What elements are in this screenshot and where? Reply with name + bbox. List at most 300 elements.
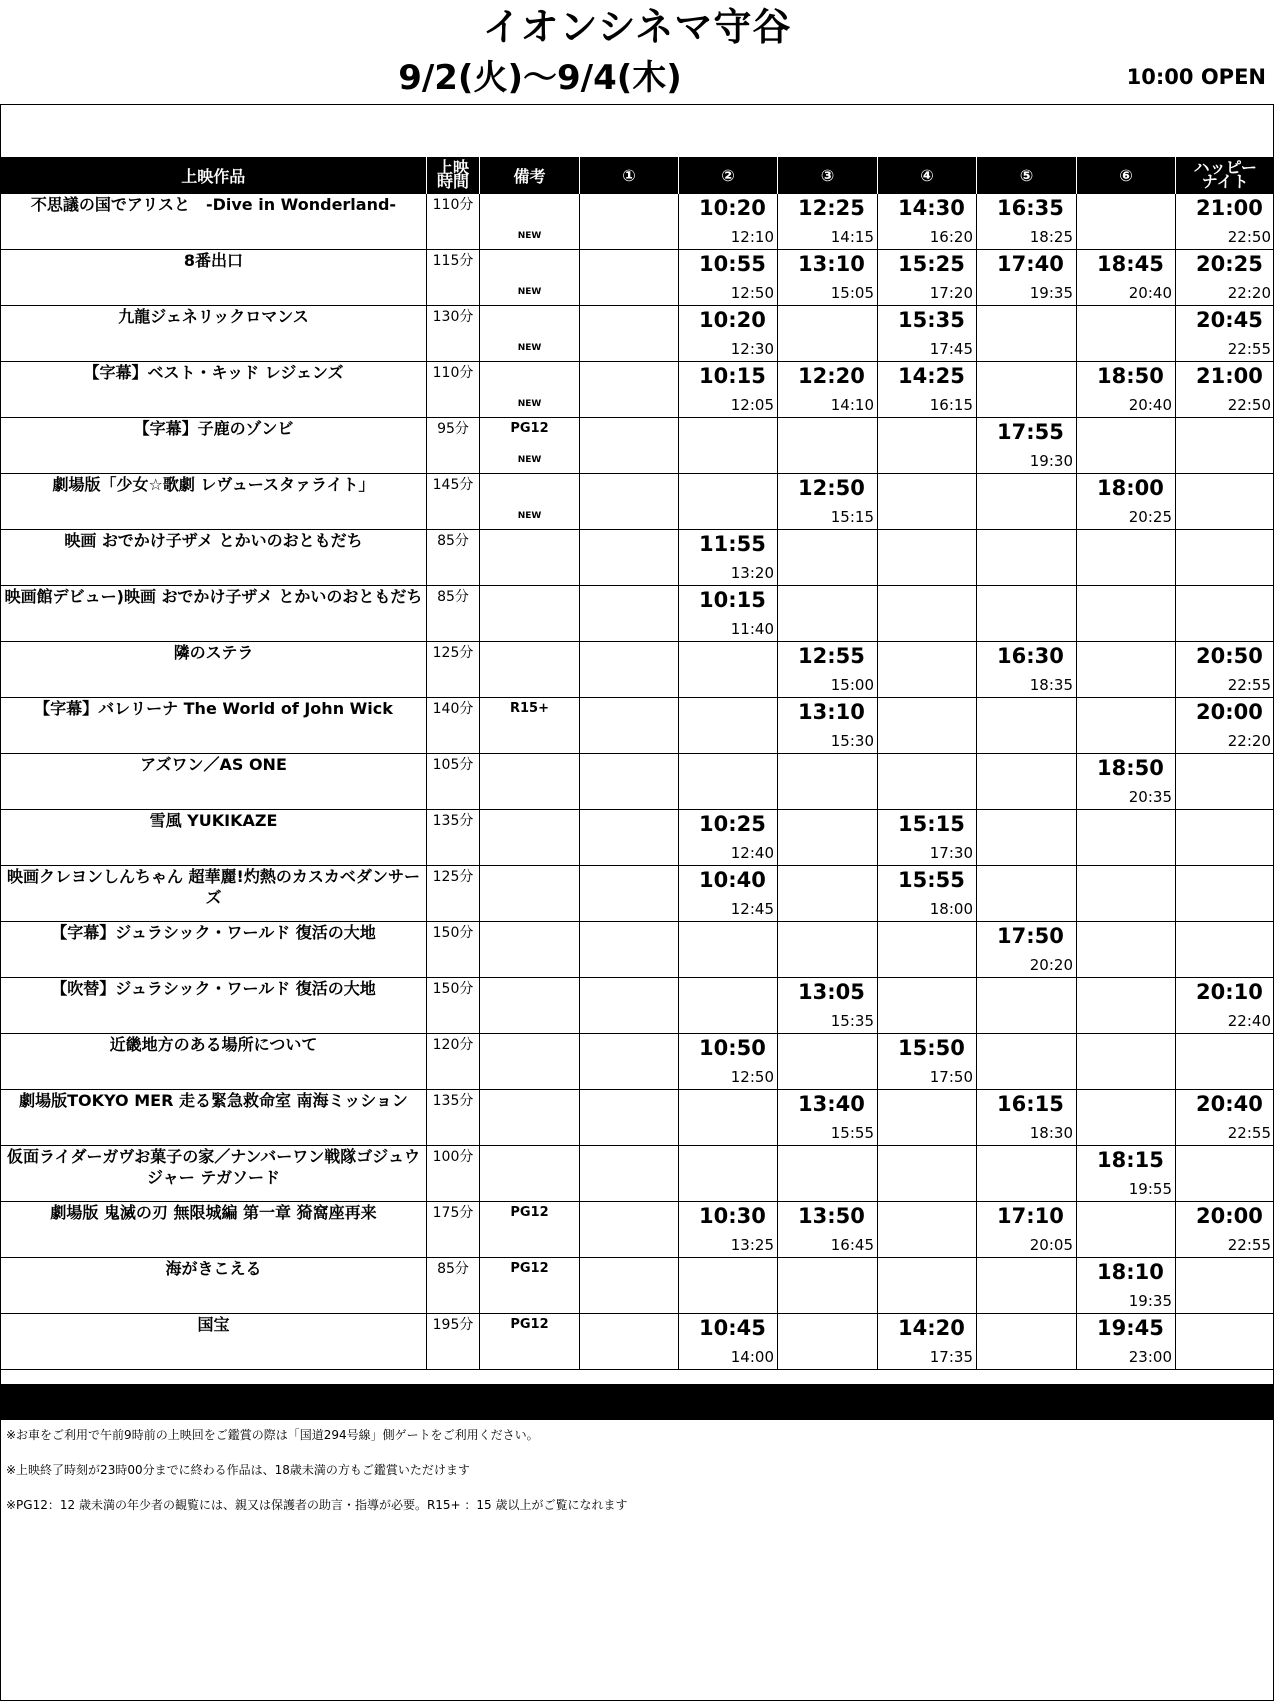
note-cell xyxy=(480,1258,580,1314)
showtime-cell xyxy=(1176,1258,1274,1314)
runtime: 175分 xyxy=(427,1202,480,1258)
start-time: 17:40 xyxy=(997,252,1064,276)
showtime-cell xyxy=(1077,306,1176,362)
showtime-cell xyxy=(679,866,778,922)
showtime-cell xyxy=(977,306,1077,362)
showtime-cell xyxy=(778,1202,878,1258)
showtime-cell xyxy=(778,698,878,754)
note-cell xyxy=(480,1314,580,1370)
start-time: 18:15 xyxy=(1097,1148,1164,1172)
movie-title: 劇場版「少女☆歌劇 レヴュースタァライト」 xyxy=(1,474,427,530)
movie-title: 【字幕】子鹿のゾンビ xyxy=(1,418,427,474)
start-time: 12:50 xyxy=(798,476,865,500)
showtime-cell xyxy=(1077,194,1176,250)
start-time: 17:10 xyxy=(997,1204,1064,1228)
end-time: 22:20 xyxy=(1227,284,1271,302)
header-screen-1: ① xyxy=(580,157,679,194)
showtime-cell xyxy=(1176,1202,1274,1258)
movie-title: 劇場版 鬼滅の刃 無限城編 第一章 猗窩座再来 xyxy=(1,1202,427,1258)
start-time: 13:10 xyxy=(798,252,865,276)
end-time: 11:40 xyxy=(730,620,774,638)
showtime-cell xyxy=(778,1314,878,1370)
showtime-cell xyxy=(977,250,1077,306)
end-time: 12:40 xyxy=(730,844,774,862)
showtime-cell xyxy=(977,698,1077,754)
end-time: 22:55 xyxy=(1227,1236,1271,1254)
showtime-cell xyxy=(1176,250,1274,306)
end-time: 17:50 xyxy=(929,1068,973,1086)
runtime: 135分 xyxy=(427,1090,480,1146)
start-time: 18:10 xyxy=(1097,1260,1164,1284)
showtime-cell xyxy=(1176,586,1274,642)
showtime-cell xyxy=(977,474,1077,530)
movie-title: 劇場版TOKYO MER 走る緊急救命室 南海ミッション xyxy=(1,1090,427,1146)
showtime-cell xyxy=(679,1202,778,1258)
showtime-cell xyxy=(679,922,778,978)
note-cell xyxy=(480,586,580,642)
table-row xyxy=(1,194,1274,250)
runtime: 100分 xyxy=(427,1146,480,1202)
start-time: 18:50 xyxy=(1097,756,1164,780)
end-time: 12:30 xyxy=(730,340,774,358)
showtime-cell xyxy=(878,530,977,586)
end-time: 20:05 xyxy=(1029,1236,1073,1254)
start-time: 20:40 xyxy=(1196,1092,1263,1116)
showtime-cell xyxy=(1176,642,1274,698)
start-time: 20:50 xyxy=(1196,644,1263,668)
showtime-cell xyxy=(778,530,878,586)
showtime-cell xyxy=(1077,418,1176,474)
movie-title: 雪風 YUKIKAZE xyxy=(1,810,427,866)
showtime-cell xyxy=(977,1314,1077,1370)
showtime-cell xyxy=(679,754,778,810)
showtime-cell xyxy=(878,1034,977,1090)
header-happy-night: ハッピー ナイト xyxy=(1176,157,1274,194)
showtime-cell xyxy=(1077,698,1176,754)
end-time: 22:50 xyxy=(1227,228,1271,246)
notes xyxy=(6,1426,1266,1531)
showtime-cell xyxy=(1176,530,1274,586)
header-note: 備考 xyxy=(480,157,580,194)
runtime: 85分 xyxy=(427,586,480,642)
showtime-cell xyxy=(977,586,1077,642)
showtime-cell xyxy=(977,642,1077,698)
showtime-cell xyxy=(778,922,878,978)
runtime: 125分 xyxy=(427,866,480,922)
note-cell xyxy=(480,1146,580,1202)
new-badge: NEW xyxy=(517,343,542,353)
movie-title: 映画 おでかけ子ザメ とかいのおともだち xyxy=(1,530,427,586)
start-time: 12:55 xyxy=(798,644,865,668)
showtime-cell xyxy=(977,1146,1077,1202)
start-time: 15:25 xyxy=(898,252,965,276)
table-row xyxy=(1,1258,1274,1314)
movie-title: 海がきこえる xyxy=(1,1258,427,1314)
note-cell xyxy=(480,1034,580,1090)
showtime-cell xyxy=(679,978,778,1034)
showtime-cell xyxy=(977,1090,1077,1146)
start-time: 16:15 xyxy=(997,1092,1064,1116)
showtime-cell xyxy=(1176,1314,1274,1370)
table-row xyxy=(1,866,1274,922)
showtime-cell xyxy=(580,586,679,642)
end-time: 20:35 xyxy=(1128,788,1172,806)
showtime-cell xyxy=(580,418,679,474)
showtime-cell xyxy=(679,306,778,362)
table-row xyxy=(1,586,1274,642)
start-time: 15:15 xyxy=(898,812,965,836)
showtime-cell xyxy=(878,754,977,810)
start-time: 14:20 xyxy=(898,1316,965,1340)
header-screen-6: ⑥ xyxy=(1077,157,1176,194)
table-row xyxy=(1,642,1274,698)
showtime-cell xyxy=(878,978,977,1034)
showtime-cell xyxy=(580,1090,679,1146)
showtime-cell xyxy=(878,1090,977,1146)
rating-badge: PG12 xyxy=(510,421,549,436)
new-badge: NEW xyxy=(517,511,542,521)
showtime-cell xyxy=(878,642,977,698)
showtime-cell xyxy=(679,1090,778,1146)
note-cell xyxy=(480,250,580,306)
start-time: 21:00 xyxy=(1196,364,1263,388)
end-time: 15:15 xyxy=(830,508,874,526)
end-time: 17:30 xyxy=(929,844,973,862)
runtime: 120分 xyxy=(427,1034,480,1090)
header-screen-2: ② xyxy=(679,157,778,194)
start-time: 20:00 xyxy=(1196,700,1263,724)
runtime: 150分 xyxy=(427,922,480,978)
end-time: 16:20 xyxy=(929,228,973,246)
runtime: 135分 xyxy=(427,810,480,866)
end-time: 20:40 xyxy=(1128,396,1172,414)
end-time: 20:20 xyxy=(1029,956,1073,974)
showtime-cell xyxy=(580,250,679,306)
showtime-cell xyxy=(679,642,778,698)
showtime-cell xyxy=(1077,810,1176,866)
note-cell xyxy=(480,978,580,1034)
showtime-cell xyxy=(977,1034,1077,1090)
showtime-cell xyxy=(580,194,679,250)
runtime: 105分 xyxy=(427,754,480,810)
runtime: 95分 xyxy=(427,418,480,474)
end-time: 15:35 xyxy=(830,1012,874,1030)
showtime-cell xyxy=(679,698,778,754)
showtime-cell xyxy=(1176,1034,1274,1090)
showtime-cell xyxy=(977,362,1077,418)
showtime-cell xyxy=(1077,1314,1176,1370)
start-time: 12:20 xyxy=(798,364,865,388)
start-time: 14:25 xyxy=(898,364,965,388)
end-time: 15:05 xyxy=(830,284,874,302)
showtime-cell xyxy=(1176,698,1274,754)
showtime-cell xyxy=(1077,978,1176,1034)
movie-title: 国宝 xyxy=(1,1314,427,1370)
showtime-cell xyxy=(679,1258,778,1314)
movie-title: 【字幕】ベスト・キッド レジェンズ xyxy=(1,362,427,418)
showtime-cell xyxy=(1077,362,1176,418)
rating-badge: PG12 xyxy=(510,1261,549,1276)
showtime-cell xyxy=(977,1258,1077,1314)
new-badge: NEW xyxy=(517,455,542,465)
showtime-cell xyxy=(778,362,878,418)
showtime-cell xyxy=(778,866,878,922)
showtime-cell xyxy=(1077,866,1176,922)
showtime-cell xyxy=(878,306,977,362)
start-time: 21:00 xyxy=(1196,196,1263,220)
start-time: 18:50 xyxy=(1097,364,1164,388)
start-time: 13:50 xyxy=(798,1204,865,1228)
showtime-cell xyxy=(1176,306,1274,362)
table-row xyxy=(1,1090,1274,1146)
showtime-cell xyxy=(778,418,878,474)
rating-badge: PG12 xyxy=(510,1205,549,1220)
end-time: 22:55 xyxy=(1227,676,1271,694)
header-title: 上映作品 xyxy=(1,157,427,194)
start-time: 10:30 xyxy=(699,1204,766,1228)
runtime: 195分 xyxy=(427,1314,480,1370)
runtime: 150分 xyxy=(427,978,480,1034)
end-time: 14:00 xyxy=(730,1348,774,1366)
showtime-cell xyxy=(778,1146,878,1202)
movie-title: 仮面ライダーガヴお菓子の家／ナンバーワン戦隊ゴジュウジャー テガソード xyxy=(1,1146,427,1202)
header-screen-4: ④ xyxy=(878,157,977,194)
note-cell xyxy=(480,642,580,698)
showtime-cell xyxy=(778,586,878,642)
end-time: 15:30 xyxy=(830,732,874,750)
showtime-cell xyxy=(977,754,1077,810)
table-row xyxy=(1,1202,1274,1258)
showtime-cell xyxy=(1176,978,1274,1034)
showtime-cell xyxy=(878,1146,977,1202)
table-row xyxy=(1,754,1274,810)
new-badge: NEW xyxy=(517,231,542,241)
showtime-cell xyxy=(580,1314,679,1370)
showtime-cell xyxy=(878,1314,977,1370)
note-cell xyxy=(480,306,580,362)
end-time: 16:45 xyxy=(830,1236,874,1254)
note-age: ※上映終了時刻が23時00分までに終わる作品は、18歳未満の方もご鑑賞いただけます xyxy=(6,1463,470,1477)
showtime-cell xyxy=(580,1146,679,1202)
showtime-cell xyxy=(878,250,977,306)
end-time: 22:55 xyxy=(1227,1124,1271,1142)
movie-title: 【字幕】バレリーナ The World of John Wick xyxy=(1,698,427,754)
showtime-cell xyxy=(580,306,679,362)
showtime-cell xyxy=(679,418,778,474)
date-range: 9/2(火)〜9/4(木) xyxy=(398,58,682,98)
header-runtime: 上映 時間 xyxy=(427,157,480,194)
showtime-cell xyxy=(778,474,878,530)
showtime-cell xyxy=(580,362,679,418)
showtime-cell xyxy=(679,530,778,586)
footer-bar xyxy=(0,1384,1274,1420)
start-time: 13:40 xyxy=(798,1092,865,1116)
start-time: 11:55 xyxy=(699,532,766,556)
end-time: 18:25 xyxy=(1029,228,1073,246)
note-cell xyxy=(480,754,580,810)
schedule-body xyxy=(1,194,1274,1370)
showtime-cell xyxy=(878,922,977,978)
showtime-cell xyxy=(679,810,778,866)
showtime-cell xyxy=(1077,474,1176,530)
showtime-cell xyxy=(679,1034,778,1090)
showtime-cell xyxy=(580,754,679,810)
showtime-cell xyxy=(1077,1090,1176,1146)
showtime-cell xyxy=(580,698,679,754)
note-cell xyxy=(480,810,580,866)
end-time: 17:45 xyxy=(929,340,973,358)
table-row xyxy=(1,810,1274,866)
showtime-cell xyxy=(1176,1146,1274,1202)
showtime-cell xyxy=(878,1202,977,1258)
table-row xyxy=(1,698,1274,754)
end-time: 14:15 xyxy=(830,228,874,246)
showtime-cell xyxy=(878,866,977,922)
note-cell xyxy=(480,1202,580,1258)
showtime-cell xyxy=(977,866,1077,922)
end-time: 15:55 xyxy=(830,1124,874,1142)
showtime-cell xyxy=(778,754,878,810)
start-time: 20:25 xyxy=(1196,252,1263,276)
showtime-cell xyxy=(679,586,778,642)
runtime: 85分 xyxy=(427,530,480,586)
table-row xyxy=(1,1146,1274,1202)
showtime-cell xyxy=(1077,1146,1176,1202)
start-time: 15:35 xyxy=(898,308,965,332)
start-time: 10:15 xyxy=(699,588,766,612)
end-time: 19:35 xyxy=(1128,1292,1172,1310)
runtime: 145分 xyxy=(427,474,480,530)
table-row xyxy=(1,474,1274,530)
schedule-table xyxy=(0,157,1274,1370)
new-badge: NEW xyxy=(517,287,542,297)
showtime-cell xyxy=(580,642,679,698)
showtime-cell xyxy=(977,418,1077,474)
showtime-cell xyxy=(878,418,977,474)
rating-badge: R15+ xyxy=(510,701,549,716)
showtime-cell xyxy=(778,978,878,1034)
showtime-cell xyxy=(679,250,778,306)
table-row xyxy=(1,1314,1274,1370)
showtime-cell xyxy=(1077,754,1176,810)
end-time: 12:45 xyxy=(730,900,774,918)
showtime-cell xyxy=(778,642,878,698)
start-time: 10:15 xyxy=(699,364,766,388)
runtime: 140分 xyxy=(427,698,480,754)
showtime-cell xyxy=(679,362,778,418)
showtime-cell xyxy=(778,1090,878,1146)
start-time: 16:35 xyxy=(997,196,1064,220)
header-screen-3: ③ xyxy=(778,157,878,194)
end-time: 17:35 xyxy=(929,1348,973,1366)
start-time: 14:30 xyxy=(898,196,965,220)
showtime-cell xyxy=(580,810,679,866)
start-time: 19:45 xyxy=(1097,1316,1164,1340)
note-cell xyxy=(480,866,580,922)
start-time: 13:05 xyxy=(798,980,865,1004)
note-cell xyxy=(480,1090,580,1146)
showtime-cell xyxy=(679,1146,778,1202)
showtime-cell xyxy=(580,1258,679,1314)
showtime-cell xyxy=(1077,1202,1176,1258)
end-time: 12:50 xyxy=(730,284,774,302)
new-badge: NEW xyxy=(517,399,542,409)
start-time: 10:55 xyxy=(699,252,766,276)
showtime-cell xyxy=(1176,474,1274,530)
note-cell xyxy=(480,530,580,586)
showtime-cell xyxy=(1176,922,1274,978)
start-time: 10:25 xyxy=(699,812,766,836)
showtime-cell xyxy=(778,306,878,362)
end-time: 22:20 xyxy=(1227,732,1271,750)
movie-title: 隣のステラ xyxy=(1,642,427,698)
runtime: 125分 xyxy=(427,642,480,698)
end-time: 19:30 xyxy=(1029,452,1073,470)
movie-title: 映画クレヨンしんちゃん 超華麗!灼熱のカスカベダンサーズ xyxy=(1,866,427,922)
end-time: 20:40 xyxy=(1128,284,1172,302)
showtime-cell xyxy=(977,1202,1077,1258)
movie-title: 九龍ジェネリックロマンス xyxy=(1,306,427,362)
showtime-cell xyxy=(580,978,679,1034)
table-row xyxy=(1,250,1274,306)
showtime-cell xyxy=(1176,418,1274,474)
showtime-cell xyxy=(977,194,1077,250)
movie-title: 近畿地方のある場所について xyxy=(1,1034,427,1090)
start-time: 15:55 xyxy=(898,868,965,892)
movie-title: 【吹替】ジュラシック・ワールド 復活の大地 xyxy=(1,978,427,1034)
table-row xyxy=(1,922,1274,978)
showtime-cell xyxy=(878,810,977,866)
end-time: 19:35 xyxy=(1029,284,1073,302)
end-time: 13:25 xyxy=(730,1236,774,1254)
start-time: 13:10 xyxy=(798,700,865,724)
showtime-cell xyxy=(1077,586,1176,642)
end-time: 16:15 xyxy=(929,396,973,414)
start-time: 18:00 xyxy=(1097,476,1164,500)
showtime-cell xyxy=(679,194,778,250)
runtime: 115分 xyxy=(427,250,480,306)
start-time: 17:55 xyxy=(997,420,1064,444)
start-time: 17:50 xyxy=(997,924,1064,948)
start-time: 10:20 xyxy=(699,196,766,220)
end-time: 20:25 xyxy=(1128,508,1172,526)
table-row xyxy=(1,978,1274,1034)
header-screen-5: ⑤ xyxy=(977,157,1077,194)
showtime-cell xyxy=(1077,530,1176,586)
showtime-cell xyxy=(580,922,679,978)
start-time: 20:00 xyxy=(1196,1204,1263,1228)
table-row xyxy=(1,306,1274,362)
showtime-cell xyxy=(878,474,977,530)
table-row xyxy=(1,362,1274,418)
rating-badge: PG12 xyxy=(510,1317,549,1332)
showtime-cell xyxy=(1176,362,1274,418)
end-time: 12:10 xyxy=(730,228,774,246)
end-time: 13:20 xyxy=(730,564,774,582)
note-cell xyxy=(480,474,580,530)
start-time: 10:50 xyxy=(699,1036,766,1060)
showtime-cell xyxy=(1176,866,1274,922)
showtime-cell xyxy=(580,866,679,922)
showtime-cell xyxy=(1176,1090,1274,1146)
note-cell xyxy=(480,418,580,474)
note-rating: ※PG12：12 歳未満の年少者の観覧には、親又は保護者の助言・指導が必要。R15+ ：15 歳以上がご覧になれます xyxy=(6,1498,628,1512)
showtime-cell xyxy=(977,810,1077,866)
showtime-cell xyxy=(878,362,977,418)
showtime-cell xyxy=(679,474,778,530)
start-time: 20:45 xyxy=(1196,308,1263,332)
cinema-title: イオンシネマ守谷 xyxy=(482,5,792,49)
